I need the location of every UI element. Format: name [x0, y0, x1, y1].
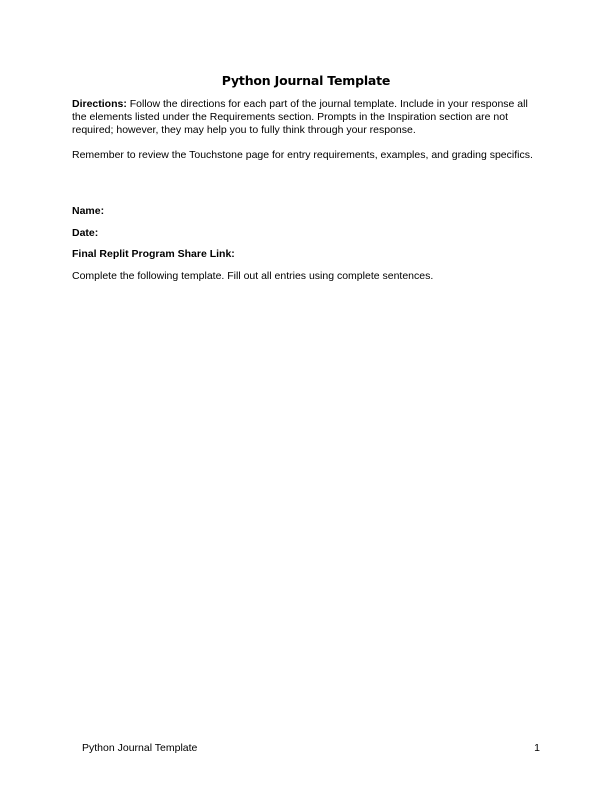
footer-title: Python Journal Template: [82, 742, 198, 754]
remember-paragraph: Remember to review the Touchstone page for entry requirements, examples, and grading specifics.: [72, 149, 533, 161]
share-link-label: Final Replit Program Share Link:: [72, 248, 235, 260]
name-label: Name:: [72, 205, 105, 217]
directions-label: Directions:: [72, 98, 127, 110]
document-title: Python Journal Template: [221, 73, 391, 88]
complete-instructions: Complete the following template. Fill out all entries using complete sentences.: [72, 270, 434, 282]
directions-text: Follow the directions for each part of the journal template. Include in your response all the elements listed under the Requirements section. Prompts in the Inspiration section are not required; however, they may help you to fully think through your response.: [72, 98, 528, 136]
footer-page-number: 1: [534, 742, 540, 754]
date-label: Date:: [72, 227, 99, 239]
directions-paragraph: [72, 98, 542, 137]
